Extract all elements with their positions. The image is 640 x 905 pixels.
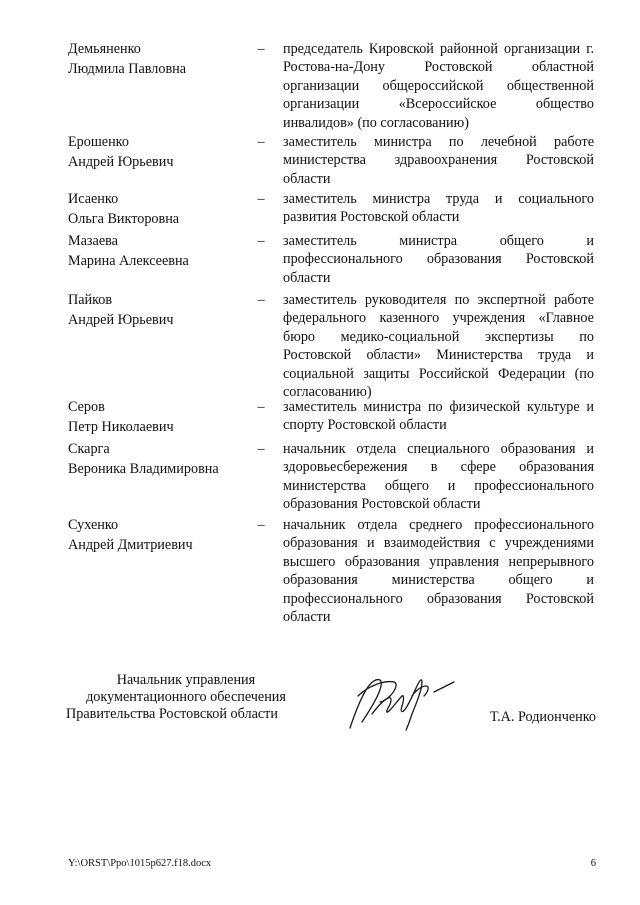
member-role: начальник отдела среднего профессионального образования и взаимодействия с учреждениями высшего образования управления непрерывного образования министерства общего и профессионального образования Ростовской области bbox=[283, 517, 594, 626]
dash-separator: – bbox=[257, 292, 265, 308]
member-surname: Серов bbox=[68, 399, 105, 415]
dash-separator: – bbox=[257, 517, 265, 533]
member-role: заместитель министра по физической культуре и спорту Ростовской области bbox=[283, 399, 594, 434]
member-given-name: Андрей Дмитриевич bbox=[68, 537, 193, 554]
member-given-name: Людмила Павловна bbox=[68, 61, 187, 78]
member-given-name: Марина Алексеевна bbox=[68, 253, 189, 270]
member-surname: Ерошенко bbox=[68, 134, 129, 150]
position-line: Начальник управления bbox=[116, 672, 256, 688]
member-name bbox=[68, 398, 248, 437]
dash-separator: – bbox=[257, 233, 265, 249]
member-name bbox=[68, 232, 248, 271]
signatory-position bbox=[68, 672, 304, 723]
member-given-name: Петр Николаевич bbox=[68, 419, 174, 436]
member-surname: Исаенко bbox=[68, 191, 119, 207]
member-name bbox=[68, 133, 248, 172]
position-line: Правительства Ростовской области bbox=[66, 706, 278, 722]
member-given-name: Андрей Юрьевич bbox=[68, 312, 174, 329]
dash-separator: – bbox=[257, 441, 265, 457]
dash-separator: – bbox=[257, 399, 265, 415]
member-given-name: Андрей Юрьевич bbox=[68, 154, 174, 171]
dash-separator: – bbox=[257, 41, 265, 57]
member-surname: Скарга bbox=[68, 441, 110, 457]
member-role: заместитель министра по лечебной работе министерства здравоохранения Ростовской области bbox=[283, 134, 594, 187]
member-surname: Сухенко bbox=[68, 517, 119, 533]
dash-separator: – bbox=[257, 134, 265, 150]
member-role: председатель Кировской районной организации г. Ростова-на-Дону Ростовской областной организации общероссийской общественной организации «Всероссийское общество инвалидов» (по согласованию) bbox=[283, 41, 594, 131]
page-number: 6 bbox=[590, 858, 596, 869]
member-given-name: Вероника Владимировна bbox=[68, 461, 219, 478]
signer-name: Т.А. Родионченко bbox=[489, 709, 596, 725]
member-name bbox=[68, 440, 248, 479]
member-role: заместитель министра общего и профессионального образования Ростовской области bbox=[283, 233, 594, 286]
member-role: заместитель руководителя по экспертной работе федерального казенного учреждения «Главное бюро медико-социальной экспертизы по Ростовской области» Министерства труда и социальной защиты Российской Федерации (по согласованию) bbox=[283, 292, 594, 401]
member-surname: Пайков bbox=[68, 292, 113, 308]
position-line: документационного обеспечения bbox=[86, 689, 286, 705]
member-name bbox=[68, 291, 248, 330]
member-role: заместитель министра труда и социального развития Ростовской области bbox=[283, 191, 594, 226]
member-name bbox=[68, 190, 248, 229]
member-name bbox=[68, 40, 248, 79]
handwritten-signature-icon bbox=[332, 656, 462, 736]
member-surname: Мазаева bbox=[68, 233, 118, 249]
member-surname: Демьяненко bbox=[68, 41, 141, 57]
dash-separator: – bbox=[257, 191, 265, 207]
member-name bbox=[68, 516, 248, 555]
member-role: начальник отдела специального образования и здоровьесбережения в сфере образования министерства общего и профессионального образования Ростовской области bbox=[283, 441, 594, 513]
file-path: Y:\ORST\Ppo\1015p627.f18.docx bbox=[68, 858, 212, 869]
member-given-name: Ольга Викторовна bbox=[68, 211, 180, 228]
